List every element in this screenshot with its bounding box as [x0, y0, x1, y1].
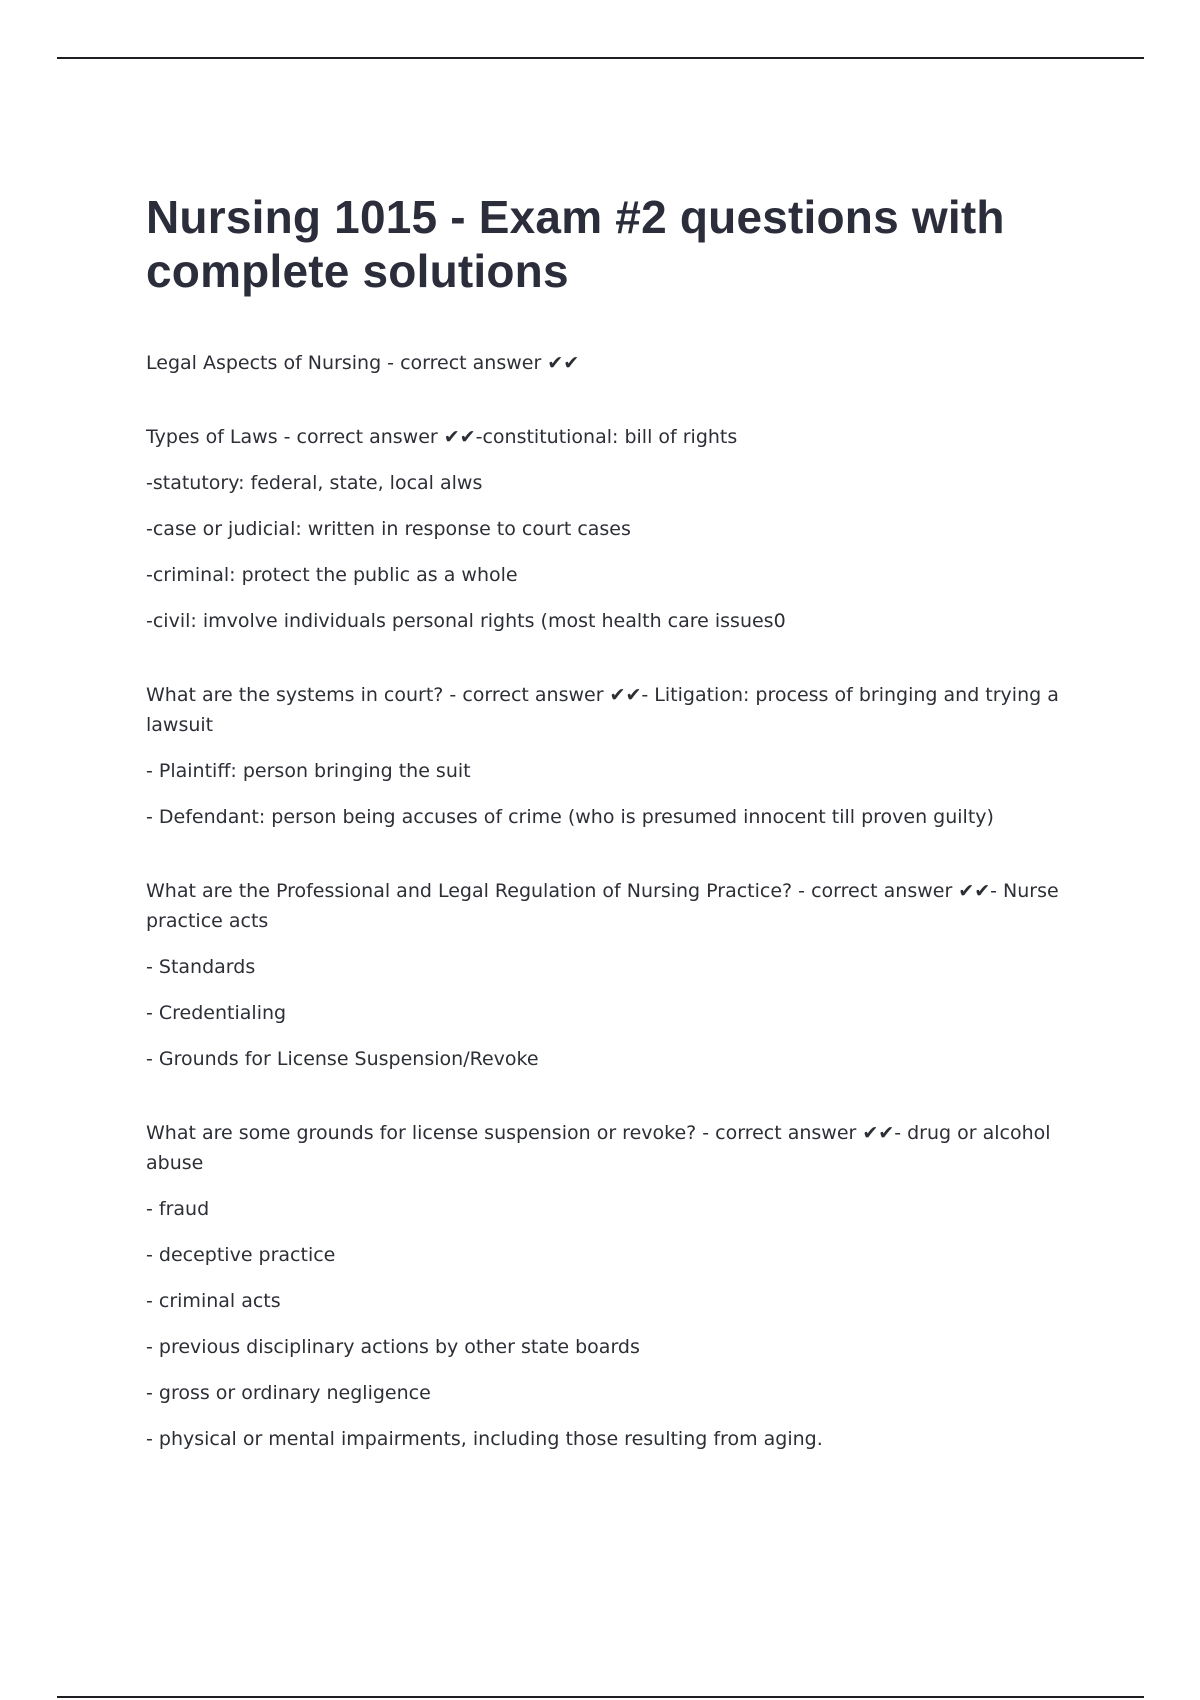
qa-line: -criminal: protect the public as a whole	[146, 564, 518, 586]
qa-line: -case or judicial: written in response to court cases	[146, 518, 631, 540]
qa-entry-legal-aspects	[146, 348, 1106, 378]
top-rule	[57, 57, 1144, 59]
qa-line: Types of Laws - correct answer ✔✔-constitutional: bill of rights	[146, 426, 738, 448]
qa-line: - Grounds for License Suspension/Revoke	[146, 1048, 539, 1070]
bottom-rule	[57, 1696, 1144, 1698]
qa-line: - gross or ordinary negligence	[146, 1382, 431, 1404]
qa-line: - fraud	[146, 1198, 210, 1220]
qa-line: - deceptive practice	[146, 1244, 336, 1266]
qa-line: What are some grounds for license suspension or revoke? - correct answer ✔✔- drug or alcohol abuse	[146, 1122, 1051, 1174]
qa-line: -civil: imvolve individuals personal rights (most health care issues0	[146, 610, 786, 632]
qa-entry-license-grounds	[146, 1118, 1106, 1454]
qa-line: -statutory: federal, state, local alws	[146, 472, 483, 494]
qa-line: - physical or mental impairments, including those resulting from aging.	[146, 1428, 823, 1450]
qa-line: What are the systems in court? - correct answer ✔✔- Litigation: process of bringing and trying a lawsuit	[146, 684, 1059, 736]
document-body	[146, 190, 1106, 1498]
qa-line: Legal Aspects of Nursing - correct answer ✔✔	[146, 352, 580, 374]
qa-line: - Credentialing	[146, 1002, 287, 1024]
qa-line: - previous disciplinary actions by other state boards	[146, 1336, 640, 1358]
qa-line: - Plaintiff: person bringing the suit	[146, 760, 471, 782]
qa-line: - Defendant: person being accuses of crime (who is presumed innocent till proven guilty)	[146, 806, 994, 828]
qa-entry-types-of-laws	[146, 422, 1106, 636]
qa-entry-court-systems	[146, 680, 1106, 832]
qa-line: What are the Professional and Legal Regulation of Nursing Practice? - correct answer ✔✔- Nurse practice acts	[146, 880, 1059, 932]
qa-entry-regulation	[146, 876, 1106, 1074]
qa-line: - criminal acts	[146, 1290, 281, 1312]
qa-line: - Standards	[146, 956, 256, 978]
document-title: Nursing 1015 - Exam #2 questions with complete solutions	[146, 191, 1005, 297]
qa-list	[146, 348, 1106, 1454]
